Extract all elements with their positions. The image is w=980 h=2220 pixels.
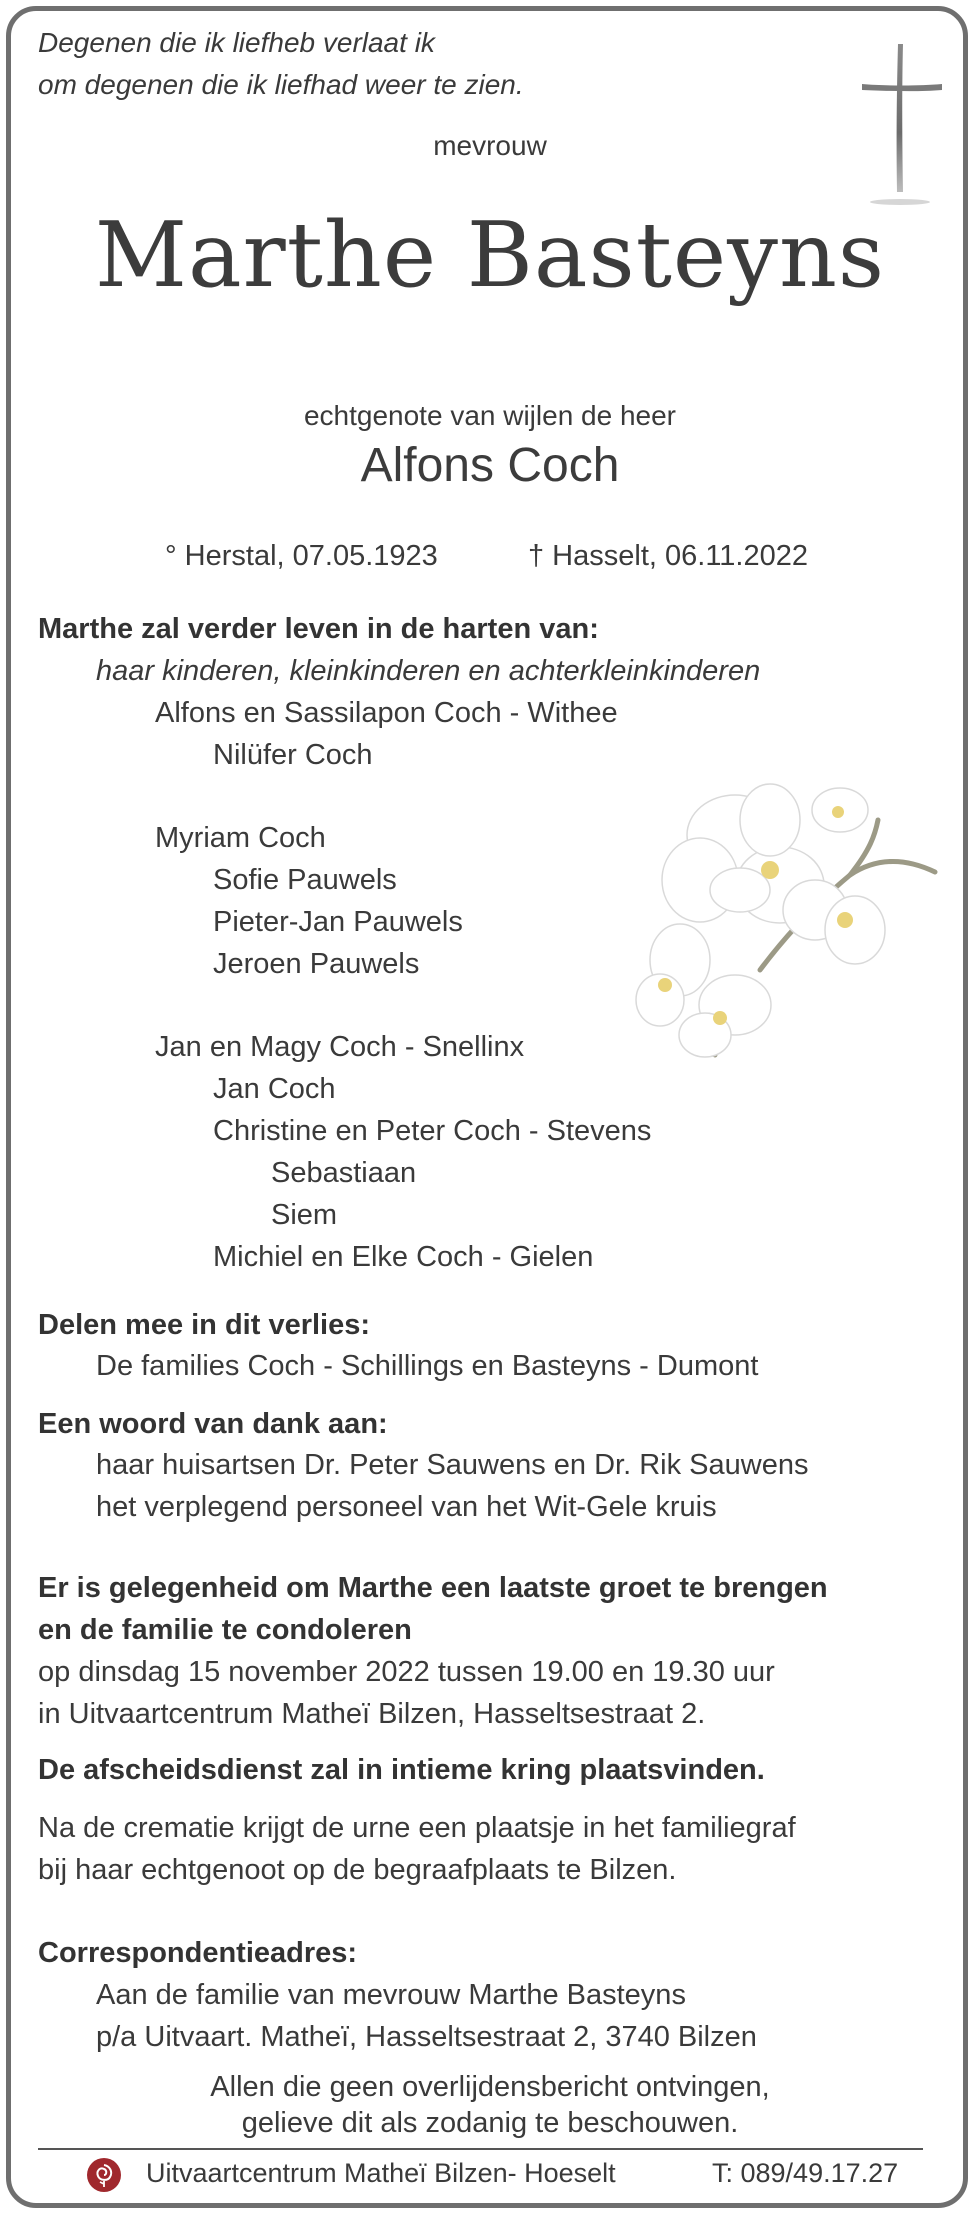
rose-logo-icon (86, 2157, 122, 2193)
visitation-heading-2: en de familie te condoleren (38, 1614, 412, 1646)
family-line: Jan Coch (213, 1073, 336, 1105)
family-line: Pieter-Jan Pauwels (213, 906, 463, 938)
mourners-subheading: haar kinderen, kleinkinderen en achterkleinkinderen (96, 655, 761, 687)
family-line: Myriam Coch (155, 822, 326, 854)
correspondence-heading: Correspondentieadres: (38, 1937, 358, 1969)
quote-line-2: om degenen die ik liefhad weer te zien. (38, 69, 524, 100)
cremation-line-2: bij haar echtgenoot op de begraafplaats te Bilzen. (38, 1854, 677, 1886)
notice-line-1: Allen die geen overlijdensbericht ontvingen, (210, 2071, 770, 2103)
family-line: Sofie Pauwels (213, 864, 397, 896)
family-line: Jeroen Pauwels (213, 948, 420, 980)
service-note: De afscheidsdienst zal in intieme kring plaatsvinden. (38, 1754, 765, 1786)
thanks-heading: Een woord van dank aan: (38, 1408, 388, 1440)
share-loss-heading: Delen mee in dit verlies: (38, 1309, 371, 1341)
correspondence-line-1: Aan de familie van mevrouw Marthe Basteyns (96, 1979, 686, 2011)
thanks-line-2: het verplegend personeel van het Wit-Gele kruis (96, 1491, 717, 1523)
footer-divider (38, 2148, 923, 2150)
birth-date: ° Herstal, 07.05.1923 (165, 540, 438, 572)
thanks-line-1: haar huisartsen Dr. Peter Sauwens en Dr. Rik Sauwens (96, 1449, 809, 1481)
spouse-intro: echtgenote van wijlen de heer (303, 400, 677, 431)
family-line: Siem (271, 1199, 338, 1231)
notice-line-2: gelieve dit als zodanig te beschouwen. (241, 2107, 739, 2139)
title-prefix: mevrouw (433, 130, 547, 161)
opening-quote (38, 22, 524, 106)
family-line: Christine en Peter Coch - Stevens (213, 1115, 652, 1147)
family-line: Michiel en Elke Coch - Gielen (213, 1241, 594, 1273)
cremation-line-1: Na de crematie krijgt de urne een plaatsje in het familiegraf (38, 1812, 796, 1844)
visitation-heading-1: Er is gelegenheid om Marthe een laatste groet te brengen (38, 1572, 828, 1604)
deceased-name: Marthe Basteyns (94, 203, 886, 308)
visitation-line-1: op dinsdag 15 november 2022 tussen 19.00 en 19.30 uur (38, 1656, 775, 1688)
share-loss-line: De families Coch - Schillings en Basteyns - Dumont (96, 1350, 759, 1382)
correspondence-line-2: p/a Uitvaart. Matheï, Hasseltsestraat 2, 3740 Bilzen (96, 2021, 757, 2053)
orchid-image (620, 780, 940, 1080)
family-line: Alfons en Sassilapon Coch - Withee (155, 697, 618, 729)
visitation-line-2: in Uitvaartcentrum Matheï Bilzen, Hasseltsestraat 2. (38, 1698, 706, 1730)
family-line: Jan en Magy Coch - Snellinx (155, 1031, 525, 1063)
death-date: † Hasselt, 06.11.2022 (528, 540, 808, 572)
family-line: Nilüfer Coch (213, 739, 373, 771)
mourners-heading: Marthe zal verder leven in de harten van: (38, 613, 599, 645)
spouse-name: Alfons Coch (360, 439, 620, 492)
footer-phone: T: 089/49.17.27 (712, 2158, 899, 2188)
family-line: Sebastiaan (271, 1157, 417, 1189)
quote-line-1: Degenen die ik liefheb verlaat ik (38, 27, 435, 58)
footer-company: Uitvaartcentrum Matheï Bilzen- Hoeselt (146, 2158, 616, 2188)
cross-icon (860, 42, 944, 210)
